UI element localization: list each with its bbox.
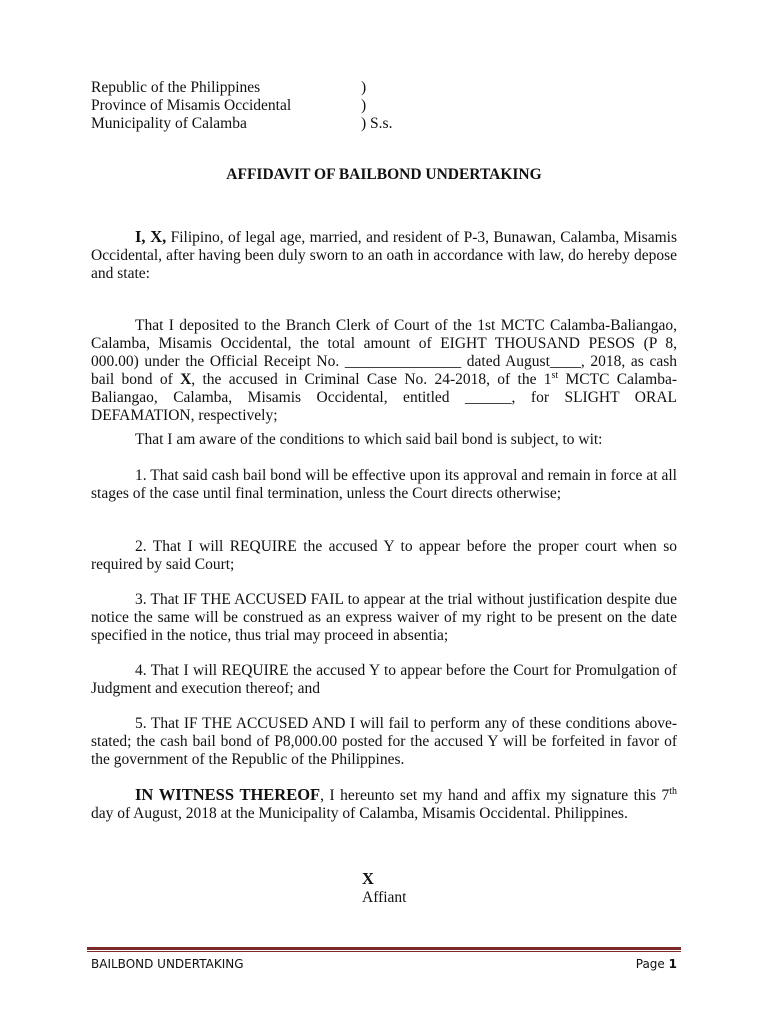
caption-row-province	[91, 97, 511, 115]
page-indicator	[636, 955, 677, 973]
witness-text-2: day of August, 2018 at the Municipality of Calamba, Misamis Occidental. Philippines.	[91, 805, 628, 822]
deposit-paragraph	[91, 317, 677, 425]
witness-paragraph	[91, 786, 677, 823]
affiant-lead: I, X,	[135, 227, 167, 246]
caption-country: Republic of the Philippines	[91, 79, 261, 96]
caption-ss: ) S.s.	[361, 115, 393, 132]
page-word: Page	[635, 957, 665, 971]
deposit-text-1: That I deposited to the Branch Clerk of Court of the 1st MCTC Calamba-Baliangao, Calamba, Misamis Occidental, the total amount of EIGHT THOUSAND PESOS (P 8, 000.00) under the Official Receipt No. _______________ dated August____, 2018, as cash bail bond of	[91, 317, 677, 388]
document-title: AFFIDAVIT OF BAILBOND UNDERTAKING	[226, 166, 542, 183]
affiant-label: Affiant	[362, 889, 407, 906]
caption-province: Province of Misamis Occidental	[91, 97, 292, 114]
accused-name: X	[180, 371, 192, 388]
ordinal-suffix: st	[551, 369, 559, 381]
footer-divider	[87, 947, 681, 950]
witness-lead: IN WITNESS THEREOF	[135, 785, 321, 804]
footer-title: BAILBOND UNDERTAKING	[91, 957, 244, 971]
deposit-text-2: , the accused in Criminal Case No. 24-2018, of the 1	[191, 371, 552, 388]
caption-row-republic	[91, 79, 511, 97]
ordinal-suffix: th	[669, 785, 678, 797]
condition-item: 3. That IF THE ACCUSED FAIL to appear at the trial without justification despite due notice the same will be construed as an express waiver of my right to be present on the date specified in the notice, thus trial may proceed in absentia;	[91, 591, 677, 644]
deposit-text-3: MCTC Calamba-Baliangao, Calamba, Misamis Occidental, entitled ______, for SLIGHT ORAL DEFAMATION, respectively;	[91, 371, 678, 424]
page-number: 1	[668, 957, 677, 971]
condition-item: 4. That I will REQUIRE the accused Y to appear before the Court for Promulgation of Judgment and execution thereof; and	[91, 662, 677, 697]
caption-bracket: )	[361, 79, 367, 96]
venue-caption	[91, 79, 511, 133]
caption-municipality: Municipality of Calamba	[91, 115, 247, 132]
condition-item: 1. That said cash bail bond will be effective upon its approval and remain in force at all stages of the case until final termination, unless the Court directs otherwise;	[91, 467, 677, 502]
footer-divider-thin	[87, 951, 681, 952]
intro-paragraph	[91, 228, 677, 283]
page-footer	[91, 955, 677, 971]
intro-text: Filipino, of legal age, married, and resident of P-3, Bunawan, Calamba, Misamis Occidental, after having been duly sworn to an oath in accordance with law, do hereby depose and state:	[91, 229, 677, 282]
condition-item: 2. That I will REQUIRE the accused Y to appear before the proper court when so required by said Court;	[91, 538, 677, 573]
affiant-signature-name: X	[362, 869, 374, 888]
witness-text-1: , I hereunto set my hand and affix my signature this 7	[320, 787, 670, 804]
caption-row-municipality	[91, 115, 511, 133]
condition-item: 5. That IF THE ACCUSED AND I will fail to perform any of these conditions above-stated; the cash bail bond of P8,000.00 posted for the accused Y will be forfeited in favor of the government of the Republic of the Philippines.	[91, 715, 677, 768]
aware-paragraph: That I am aware of the conditions to which said bail bond is subject, to wit:	[135, 431, 603, 448]
caption-bracket: )	[361, 97, 367, 114]
